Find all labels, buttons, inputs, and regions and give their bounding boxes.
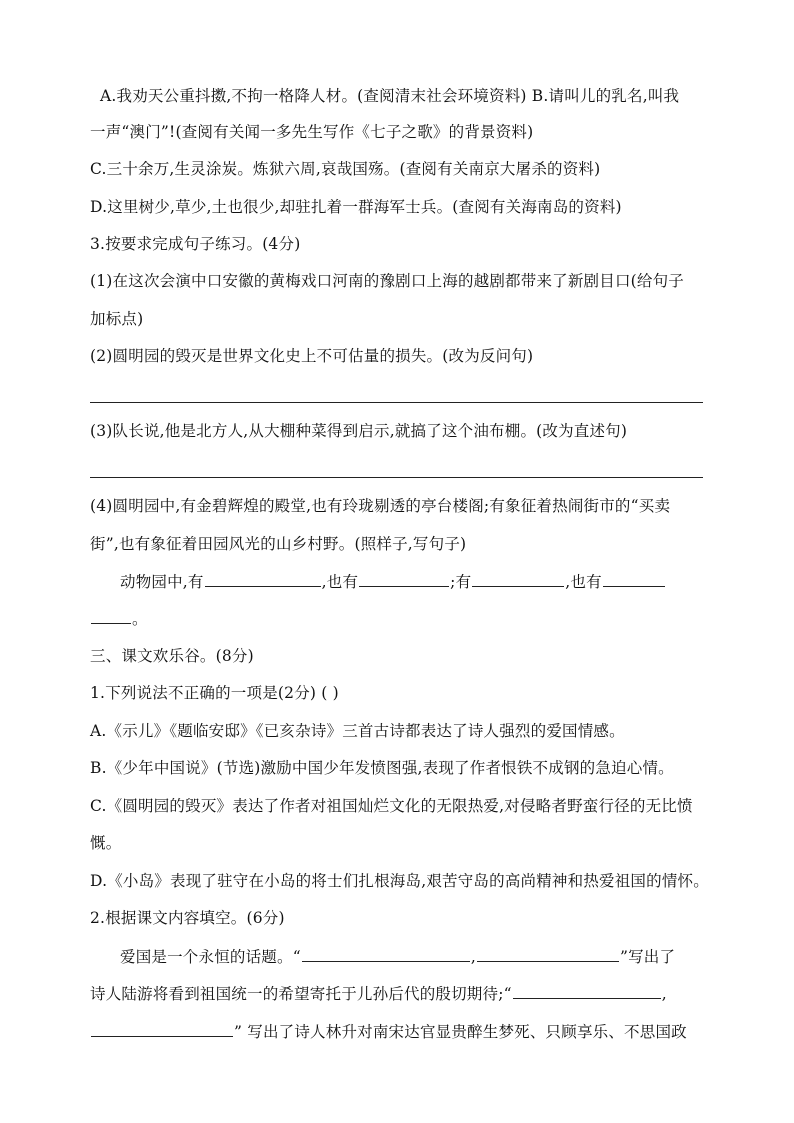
answer-line-3-3[interactable]	[90, 477, 703, 478]
q1-option-d: D.《小岛》表现了驻守在小岛的将士们扎根海岛,艰苦守岛的高尚精神和热爱祖国的情怀。	[90, 872, 709, 890]
pattern-text-1: 动物园中,有	[120, 573, 204, 591]
fill-text-3: 诗人陆游将看到祖国统一的希望寄托于儿孙后代的殷切期待;“	[90, 985, 512, 1003]
question-3-4: (4)圆明园中,有金碧辉煌的殿堂,也有玲珑剔透的亭台楼阁;有象征着热闹街市的“买卖	[90, 497, 671, 515]
pattern-text-3: ;有	[450, 573, 472, 591]
blank-5[interactable]	[91, 608, 131, 624]
pattern-sentence-line	[120, 571, 735, 591]
question-3-1-continued: 加标点)	[90, 310, 144, 328]
pattern-sentence-end	[90, 608, 705, 628]
option-c: C.三十余万,生灵涂炭。炼狱六周,哀哉国殇。(查阅有关南京大屠杀的资料)	[90, 160, 601, 178]
option-b-continued: 一声“澳门”!(查阅有关闻一多先生写作《七子之歌》的背景资料)	[90, 123, 534, 141]
question-2: 2.根据课文内容填空。(6分)	[90, 909, 285, 927]
option-a-b-line: A.我劝天公重抖擞,不拘一格降人材。(查阅清末社会环境资料) B.请叫儿的乳名,叫我	[100, 87, 680, 105]
question-3-1: (1)在这次会演中口安徽的黄梅戏口河南的豫剧口上海的越剧都带来了新剧目口(给句子	[90, 272, 685, 290]
blank-1[interactable]	[205, 571, 321, 587]
fill-comma-2: ,	[661, 985, 667, 1003]
fill-text-2: ”写出了	[619, 948, 676, 966]
q1-option-a: A.《示儿》《题临安邸》《已亥杂诗》三首古诗都表达了诗人强烈的爱国情感。	[90, 722, 625, 740]
pattern-text-4: ,也有	[565, 573, 602, 591]
answer-line-3-2[interactable]	[90, 402, 703, 403]
q1-option-b: B.《少年中国说》(节选)激励中国少年发愤图强,表现了作者恨铁不成钢的急迫心情。	[90, 759, 674, 777]
question-3-heading: 3.按要求完成句子练习。(4分)	[90, 235, 301, 253]
question-1: 1.下列说法不正确的一项是(2分) ( )	[90, 684, 339, 702]
blank-4[interactable]	[603, 571, 665, 587]
blank-2[interactable]	[359, 571, 449, 587]
option-d: D.这里树少,草少,土也很少,却驻扎着一群海军士兵。(查阅有关海南岛的资料)	[90, 198, 622, 216]
question-3-4-continued: 街”,也有象征着田园风光的山乡村野。(照样子,写句子)	[90, 535, 467, 553]
fill-text-1: 爱国是一个永恒的话题。“	[120, 948, 301, 966]
pattern-text-2: ,也有	[321, 573, 359, 591]
blank-3[interactable]	[472, 571, 564, 587]
question-3-3: (3)队长说,他是北方人,从大棚种菜得到启示,就搞了这个油布棚。(改为直述句)	[90, 422, 628, 440]
q1-option-c: C.《圆明园的毁灭》表达了作者对祖国灿烂文化的无限热爱,对侵略者野蛮行径的无比愤	[90, 797, 693, 815]
pattern-end-period: 。	[132, 610, 148, 628]
question-3-2: (2)圆明园的毁灭是世界文化史上不可估量的损失。(改为反问句)	[90, 347, 534, 365]
fill-line-1	[120, 946, 735, 966]
fill-blank-1[interactable]	[302, 946, 470, 962]
fill-line-3	[90, 1021, 705, 1041]
fill-line-2	[90, 983, 705, 1003]
q1-option-c-continued: 慨。	[90, 834, 122, 852]
section-3-heading: 三、课文欢乐谷。(8分)	[90, 647, 254, 665]
fill-text-4: ” 写出了诗人林升对南宋达官显贵醉生梦死、只顾享乐、不思国政	[234, 1023, 687, 1041]
fill-blank-3[interactable]	[513, 983, 661, 999]
fill-blank-4[interactable]	[91, 1021, 233, 1037]
fill-comma-1: ,	[470, 948, 476, 966]
fill-blank-2[interactable]	[477, 946, 619, 962]
